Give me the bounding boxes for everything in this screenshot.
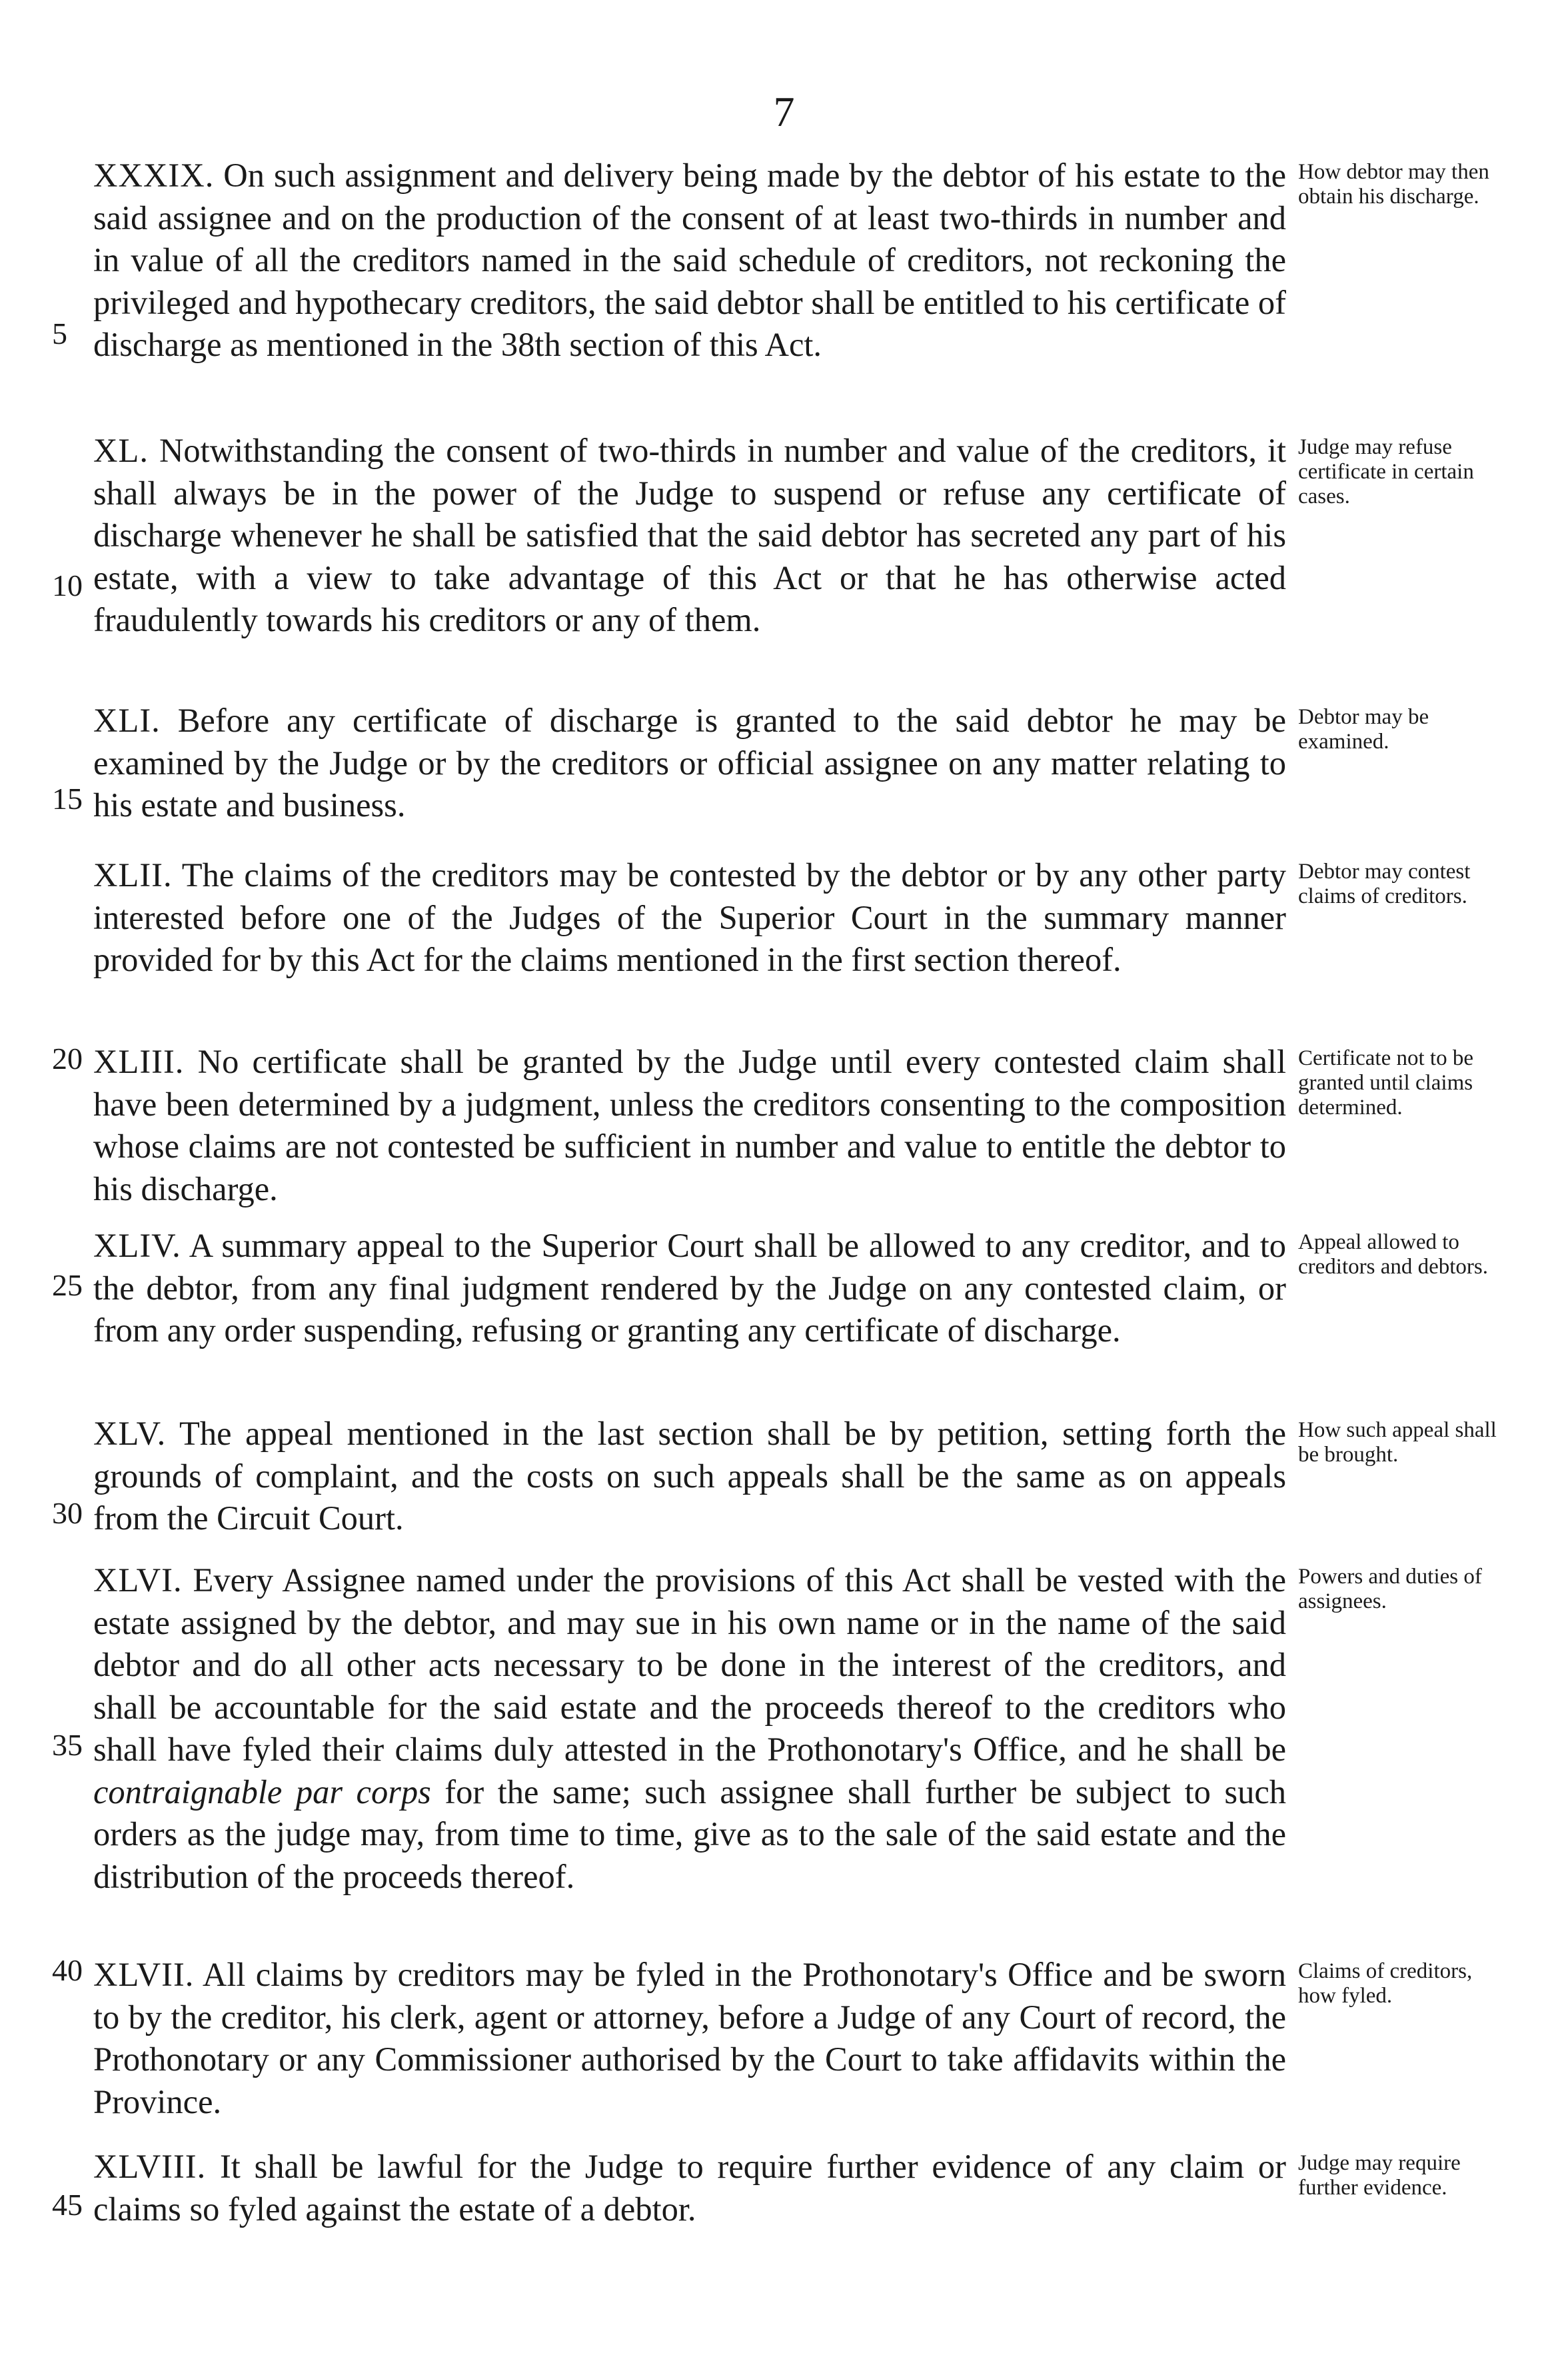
line-number: 30	[52, 1496, 83, 1530]
page-number: 7	[773, 88, 795, 135]
section-text	[93, 1559, 1286, 1898]
section-numeral: XLII.	[93, 856, 173, 894]
margin-note: How such appeal shall be brought.	[1298, 1418, 1497, 1467]
section-text	[93, 1954, 1286, 2123]
section-text	[93, 2146, 1286, 2230]
section-text	[93, 1225, 1286, 1352]
section-numeral: XL.	[93, 432, 149, 469]
section-numeral: XLVII.	[93, 1956, 195, 1993]
margin-note: Debtor may contest claims of creditors.	[1298, 860, 1471, 908]
line-number: 35	[52, 1728, 83, 1762]
section-numeral: XLVI.	[93, 1561, 183, 1599]
line-number: 25	[52, 1268, 83, 1302]
section-body: On such assignment and delivery being made by the debtor of his estate to the said assignee and on the production of the consent of at least two-thirds in number and in value of all the creditors named in the said schedule of creditors, not reckoning the privileged and hypothecary creditors, the said debtor shall be entitled to his certificate of discharge as mentioned in the 38th section of this Act.	[93, 157, 1287, 363]
section-text	[93, 854, 1286, 982]
margin-note: Certificate not to be granted until claims determined.	[1298, 1046, 1473, 1120]
margin-note: How debtor may then obtain his discharge.	[1298, 160, 1489, 209]
section-text	[93, 1413, 1286, 1540]
section-numeral: XXXIX.	[93, 157, 215, 194]
italic-phrase: contraignable par corps	[93, 1773, 431, 1811]
section-text	[93, 1041, 1286, 1210]
section-text	[93, 700, 1286, 827]
section-numeral: XLI.	[93, 702, 161, 739]
line-number: 20	[52, 1042, 83, 1076]
section-body: Before any certificate of discharge is granted to the said debtor he may be examined by the Judge or by the creditors or official assignee on any matter relating to his estate and business.	[93, 702, 1286, 824]
line-number: 15	[52, 782, 83, 816]
section-body: Notwithstanding the consent of two-thirds in number and value of the creditors, it shall always be in the power of the Judge to suspend or refuse any certificate of discharge whenever he shall be satisfied that the said debtor has secreted any part of his estate, with a view to take advantage of this Act or that he has otherwise acted fraudulently towards his creditors or any of them.	[93, 432, 1287, 638]
line-number: 45	[52, 2188, 83, 2222]
margin-note: Judge may refuse certificate in certain cases.	[1298, 435, 1474, 508]
section-body: The claims of the creditors may be contested by the debtor or by any other party interested before one of the Judges of the Superior Court in the summary manner provided for by this Act for the claims mentioned in the first section thereof.	[93, 856, 1286, 978]
section-numeral: XLV.	[93, 1415, 167, 1452]
line-number: 40	[52, 1953, 83, 1987]
section-body: It shall be lawful for the Judge to require further evidence of any claim or claims so fyled against the estate of a debtor.	[93, 2148, 1287, 2228]
section-body-continued: for the same; such assignee shall further be subject to such orders as the judge may, from time to time, give as to the sale of the said estate and the distribution of the proceeds thereof.	[93, 1773, 1286, 1895]
section-body: A summary appeal to the Superior Court shall be allowed to any creditor, and to the debtor, from any final judgment rendered by the Judge on any contested claim, or from any order suspending, refusing or granting any certificate of discharge.	[93, 1227, 1286, 1349]
section-body: Every Assignee named under the provisions of this Act shall be vested with the estate assigned by the debtor, and may sue in his own name or in the name of the said debtor and do all other acts necessary to be done in the interest of the creditors, and shall be accountable for the said estate and the proceeds thereof to the creditors who shall have fyled their claims duly attested in the Prothonotary's Office, and he shall be	[93, 1561, 1286, 1768]
section-body: No certificate shall be granted by the Judge until every contested claim shall have been determined by a judgment, unless the creditors consenting to the composition whose claims are not contested be sufficient in number and value to entitle the debtor to his discharge.	[93, 1043, 1286, 1207]
margin-note: Claims of creditors, how fyled.	[1298, 1959, 1473, 2008]
section-numeral: XLIV.	[93, 1227, 181, 1264]
margin-note: Appeal allowed to creditors and debtors.	[1298, 1230, 1488, 1279]
section-body: All claims by creditors may be fyled in the Prothonotary's Office and be sworn to by the creditor, his clerk, agent or attorney, before a Judge of any Court of record, the Prothonotary or any Commissioner authorised by the Court to take affidavits within the Province.	[93, 1956, 1286, 2120]
margin-note: Powers and duties of assignees.	[1298, 1565, 1482, 1613]
section-text	[93, 155, 1286, 367]
section-body: The appeal mentioned in the last section shall be by petition, setting forth the grounds of complaint, and the costs on such appeals shall be the same as on appeals from the Circuit Court.	[93, 1415, 1286, 1537]
section-numeral: XLVIII.	[93, 2148, 207, 2185]
margin-note: Judge may require further evidence.	[1298, 2151, 1461, 2200]
line-number: 10	[52, 568, 83, 602]
line-number: 5	[52, 317, 67, 351]
margin-note: Debtor may be examined.	[1298, 705, 1429, 754]
section-text	[93, 430, 1286, 642]
section-numeral: XLIII.	[93, 1043, 185, 1080]
